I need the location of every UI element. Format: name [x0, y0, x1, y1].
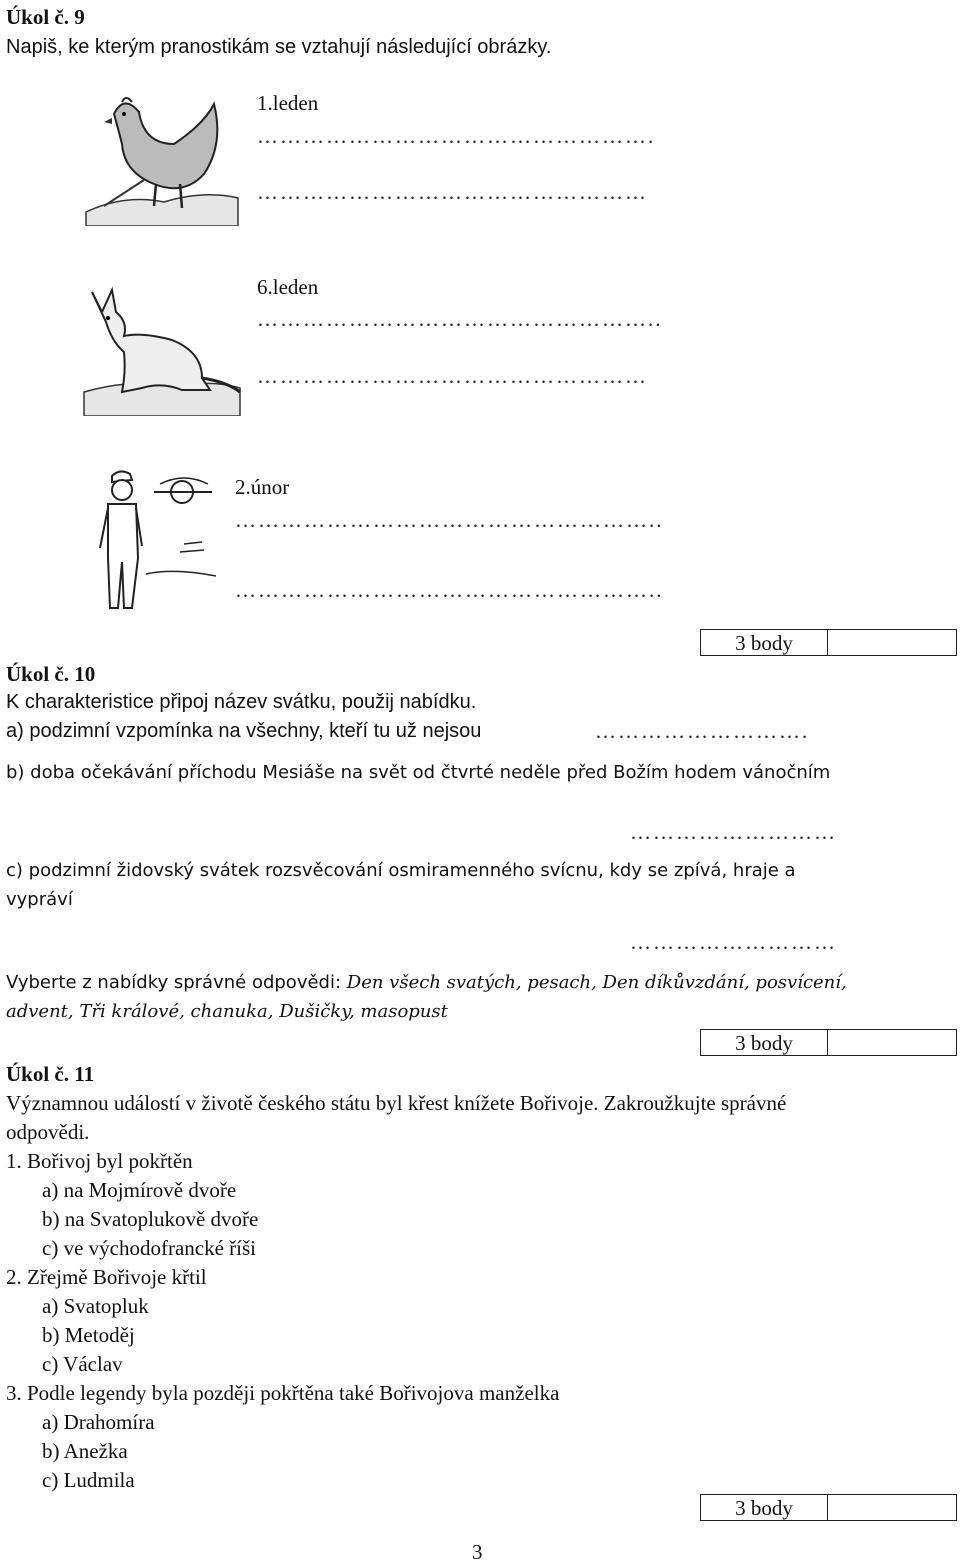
kangaroo-drawing	[82, 282, 242, 416]
answer-line-c[interactable]: ………………………	[630, 930, 837, 954]
score-value-field[interactable]	[828, 1030, 956, 1055]
score-value-field[interactable]	[828, 1495, 956, 1520]
task9-instruction: Napiš, ke kterým pranostikám se vztahují následující obrázky.	[6, 36, 552, 58]
score-label: 3 body	[701, 1495, 828, 1520]
task9-date-1: 1.leden	[257, 91, 319, 115]
answer-line-b[interactable]: ………………………	[630, 820, 837, 844]
answer-line-2a[interactable]: ……………………………………………..	[257, 307, 663, 331]
task10-item-c-line1: c) podzimní židovský svátek rozsvěcování osmiramenného svícnu, kdy se zpívá, hraje a	[6, 860, 796, 881]
score-label: 3 body	[701, 630, 828, 655]
task10-item-a: a) podzimní vzpomínka na všechny, kteří tu už nejsou	[6, 720, 482, 742]
option-3c[interactable]: c) Ludmila	[42, 1468, 135, 1492]
score-value-field[interactable]	[828, 630, 956, 655]
task9-title: Úkol č. 9	[6, 5, 85, 29]
task10-title: Úkol č. 10	[6, 662, 96, 686]
task10-item-c-line2: vypráví	[6, 889, 73, 910]
score-label: 3 body	[701, 1030, 828, 1055]
answer-line-1a[interactable]: …………………………………………….	[257, 124, 656, 148]
score-box-task9	[700, 629, 957, 656]
options-intro: Vyberte z nabídky správné odpovědi:	[6, 972, 342, 993]
question-3: 3. Podle legendy byla později pokřtěna také Bořivojova manželka	[6, 1381, 560, 1405]
chicken-drawing	[84, 84, 240, 226]
score-box-task10	[700, 1029, 957, 1056]
answer-line-3b[interactable]: ………………………………………………..	[235, 578, 664, 602]
question-1: 1. Bořivoj byl pokřtěn	[6, 1149, 193, 1173]
task10-instruction: K charakteristice připoj název svátku, použij nabídku.	[6, 691, 477, 713]
question-2: 2. Zřejmě Bořivoje křtil	[6, 1265, 207, 1289]
page-number: 3	[472, 1540, 483, 1564]
task10-options-line2: advent, Tři králové, chanuka, Dušičky, masopust	[6, 1001, 448, 1022]
task9-date-2: 6.leden	[257, 275, 319, 299]
option-2c[interactable]: c) Václav	[42, 1352, 123, 1376]
task10-options-line1	[6, 972, 847, 994]
options-list-part1: Den všech svatých, pesach, Den díkůvzdání, posvícení,	[346, 972, 847, 993]
answer-line-2b[interactable]: ……………………………………………	[257, 364, 648, 388]
option-1a[interactable]: a) na Mojmírově dvoře	[42, 1178, 237, 1202]
option-3a[interactable]: a) Drahomíra	[42, 1410, 155, 1434]
task10-item-b: b) doba očekávání příchodu Mesiáše na svět od čtvrté neděle před Božím hodem vánočním	[6, 762, 831, 783]
option-2a[interactable]: a) Svatopluk	[42, 1294, 149, 1318]
option-1c[interactable]: c) ve východofrancké říši	[42, 1236, 256, 1260]
answer-line-1b[interactable]: ……………………………………………	[257, 180, 648, 204]
answer-line-a[interactable]: ……………………….	[595, 719, 810, 743]
option-2b[interactable]: b) Metoděj	[42, 1323, 135, 1347]
answer-line-3a[interactable]: ………………………………………………..	[235, 508, 664, 532]
option-3b[interactable]: b) Anežka	[42, 1439, 128, 1463]
task11-title: Úkol č. 11	[6, 1062, 95, 1086]
task11-intro-line1: Významnou událostí v životě českého státu byl křest knížete Bořivoje. Zakroužkujte správné	[6, 1091, 787, 1115]
task11-intro-line2: odpovědi.	[6, 1120, 90, 1144]
man-with-sun-drawing	[84, 458, 218, 614]
score-box-task11	[700, 1494, 957, 1521]
option-1b[interactable]: b) na Svatoplukově dvoře	[42, 1207, 259, 1231]
task9-date-3: 2.únor	[235, 475, 290, 499]
